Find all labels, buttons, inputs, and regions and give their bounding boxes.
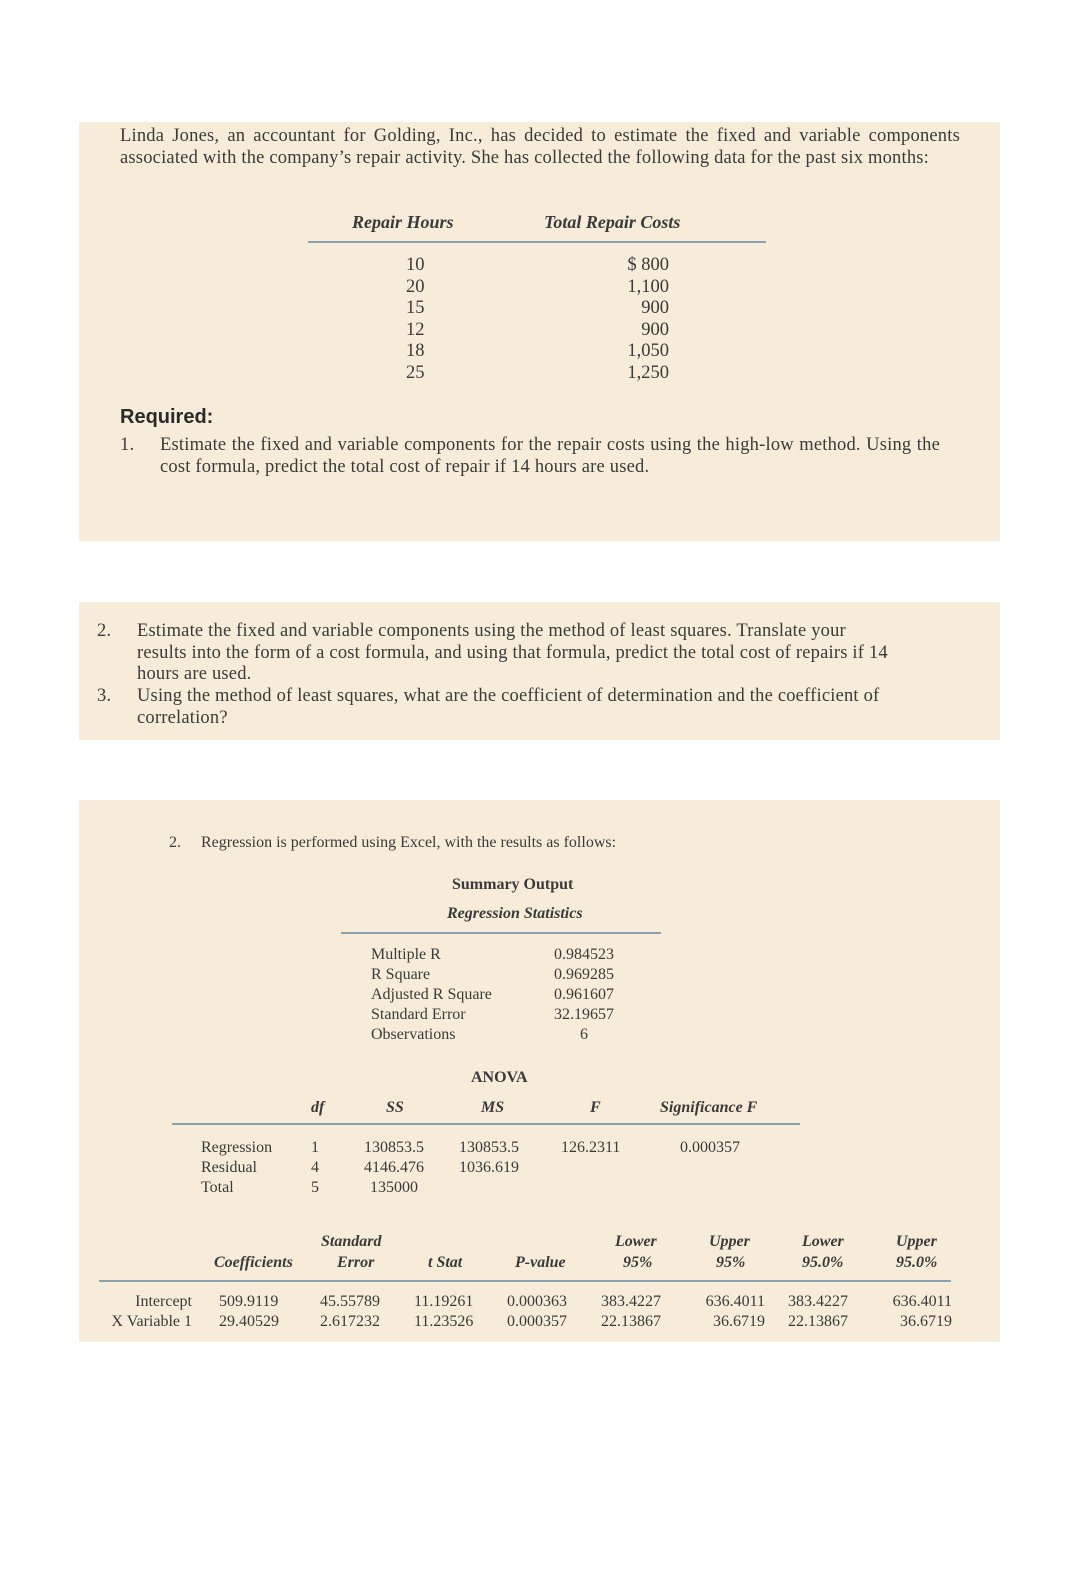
coef-header-upper95-top: Upper [709, 1233, 750, 1250]
upper95-value: 36.6719 [713, 1313, 765, 1330]
questions-panel [79, 602, 1000, 740]
coef-value: 509.9119 [219, 1293, 279, 1310]
anova-header-f: F [590, 1099, 601, 1116]
se-value: 45.55789 [320, 1293, 380, 1310]
coef-row-label: Intercept [135, 1293, 192, 1310]
solution-panel [79, 800, 1000, 1342]
lower95-value: 383.4227 [601, 1293, 661, 1310]
question-text: Estimate the fixed and variable components for the repair costs using the high-low method. Using the cost formula, predict the total cost of repair if 14 hours are used. [160, 435, 940, 477]
upper950-value: 636.4011 [892, 1293, 952, 1310]
question-1 [120, 435, 940, 478]
upper950-column [880, 1292, 952, 1332]
anova-rule [172, 1123, 800, 1125]
header-repair-hours: Repair Hours [352, 212, 454, 232]
cost-cell: 900 [641, 319, 669, 340]
cost-cell: $ 800 [627, 255, 669, 275]
stat-label: Standard Error [371, 1006, 466, 1023]
hours-cell: 25 [406, 362, 425, 383]
anova-row-labels [201, 1138, 272, 1198]
pvalue-value: 0.000363 [507, 1293, 567, 1310]
hours-cell: 10 [406, 255, 425, 275]
cost-cell: 1,050 [627, 341, 669, 361]
anova-f-value: 126.2311 [561, 1139, 621, 1156]
upper95-value: 636.4011 [705, 1293, 765, 1310]
stat-value: 0.969285 [554, 966, 614, 983]
cost-cell: 900 [641, 298, 669, 318]
hours-column [406, 255, 425, 384]
lower950-value: 22.13867 [788, 1313, 848, 1330]
hours-cell: 18 [406, 341, 425, 361]
coef-row-label: X Variable 1 [111, 1313, 192, 1330]
anova-ss: 135000 [370, 1179, 418, 1196]
pvalue-value: 0.000357 [507, 1313, 567, 1330]
anova-row-label: Regression [201, 1139, 273, 1156]
coef-value: 29.40529 [219, 1313, 279, 1330]
anova-ms: 130853.5 [459, 1139, 519, 1156]
question-text: Using the method of least squares, what are the coefficient of determination and the coefficient of correlation? [137, 686, 880, 728]
anova-df-column [311, 1138, 319, 1198]
anova-ss: 130853.5 [364, 1139, 424, 1156]
coef-column [219, 1292, 279, 1332]
coef-header-upper95-bottom: 95% [716, 1254, 746, 1271]
cost-cell: 1,250 [627, 362, 669, 383]
stat-label: Adjusted R Square [371, 986, 492, 1003]
coef-header-upper950-bottom: 95.0% [896, 1254, 938, 1271]
question-2 [97, 621, 897, 686]
regression-statistics-title: Regression Statistics [447, 905, 583, 922]
coef-header-lower95-bottom: 95% [623, 1254, 653, 1271]
stat-value: 0.961607 [554, 986, 614, 1003]
question-number: 1. [120, 435, 135, 455]
coef-header-se-top: Standard [321, 1233, 382, 1250]
question-number: 3. [97, 686, 112, 706]
coef-header-coefficients: Coefficients [214, 1254, 293, 1271]
stat-value: 0.984523 [554, 946, 614, 963]
anova-ss: 4146.476 [364, 1159, 424, 1176]
tstat-column [414, 1292, 473, 1332]
hours-cell: 20 [406, 276, 425, 297]
hours-cell: 12 [406, 319, 425, 340]
anova-header-significance: Significance F [660, 1099, 758, 1116]
stat-value: 6 [580, 1026, 588, 1043]
upper950-value: 36.6719 [900, 1313, 952, 1330]
pvalue-column [507, 1292, 567, 1332]
coef-header-tstat: t Stat [428, 1254, 463, 1271]
tstat-value: 11.23526 [414, 1313, 474, 1330]
anova-row-label: Total [201, 1179, 234, 1196]
lower950-value: 383.4227 [788, 1293, 848, 1310]
hours-cell: 15 [406, 298, 425, 318]
tstat-value: 11.19261 [414, 1293, 474, 1310]
coef-header-upper950-top: Upper [896, 1233, 937, 1250]
problem-panel [79, 122, 1000, 541]
regression-stats-rule [341, 932, 661, 934]
anova-ss-column [349, 1138, 439, 1198]
coef-header-lower95-top: Lower [615, 1233, 657, 1250]
lower95-column [601, 1292, 661, 1332]
stat-value: 32.19657 [554, 1006, 614, 1023]
question-3 [97, 686, 917, 729]
stat-label: R Square [371, 966, 431, 983]
coef-header-lower950-bottom: 95.0% [802, 1254, 844, 1271]
solution-number: 2. [169, 834, 181, 851]
coefficients-rule [99, 1280, 951, 1282]
cost-cell: 1,100 [627, 276, 669, 297]
anova-header-ms: MS [481, 1099, 505, 1116]
anova-df: 5 [311, 1179, 319, 1196]
coef-header-lower950-top: Lower [802, 1233, 844, 1250]
question-text: Estimate the fixed and variable components using the method of least squares. Translate your results into the form of a cost formula, and using that formula, predict the total cost of repairs if 14 hours are used. [137, 621, 888, 684]
anova-ms-column [459, 1138, 519, 1178]
anova-header-df: df [311, 1099, 325, 1116]
anova-df: 4 [311, 1159, 319, 1176]
header-total-repair-costs: Total Repair Costs [544, 212, 681, 232]
coef-header-se-bottom: Error [337, 1254, 375, 1271]
anova-significance-value: 0.000357 [680, 1139, 740, 1156]
costs-column [589, 255, 669, 384]
solution-intro: Regression is performed using Excel, with the results as follows: [201, 834, 617, 851]
upper95-column [693, 1292, 765, 1332]
regression-stats-labels [371, 945, 492, 1045]
anova-df: 1 [311, 1139, 319, 1156]
coef-row-labels [97, 1292, 192, 1332]
anova-header-ss: SS [386, 1099, 404, 1116]
anova-row-label: Residual [201, 1159, 257, 1176]
se-value: 2.617232 [320, 1313, 380, 1330]
regression-stats-values [519, 945, 649, 1045]
table-header-rule [308, 241, 766, 243]
anova-title: ANOVA [471, 1069, 528, 1086]
coef-header-pvalue: P-value [515, 1254, 566, 1271]
summary-output-title: Summary Output [452, 876, 574, 893]
stat-label: Multiple R [371, 946, 441, 963]
stat-label: Observations [371, 1026, 456, 1043]
required-heading: Required: [120, 406, 214, 428]
lower95-value: 22.13867 [601, 1313, 661, 1330]
se-column [320, 1292, 380, 1332]
anova-ms: 1036.619 [459, 1159, 519, 1176]
lower950-column [788, 1292, 848, 1332]
problem-intro: Linda Jones, an accountant for Golding, Inc., has decided to estimate the fixed and variable components associated with the company’s repair activity. She has collected the following data for the past six months: [120, 126, 960, 168]
question-number: 2. [97, 621, 112, 641]
